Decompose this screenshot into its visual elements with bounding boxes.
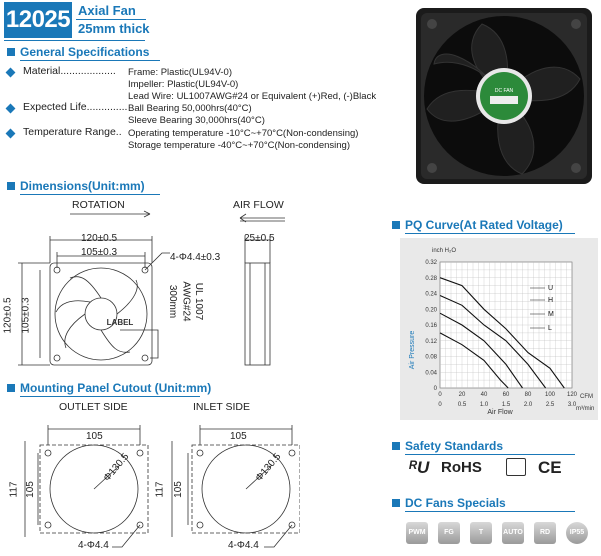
x-axis-label: Air Flow (487, 409, 513, 416)
series-label-M: M (548, 311, 554, 318)
inlet-height-105: 105 (172, 481, 184, 498)
section-marker (392, 442, 400, 450)
x-tick-label: 120 (566, 392, 578, 398)
inlet-width: 105 (230, 431, 247, 442)
x2-tick-label: 2.5 (545, 402, 555, 408)
inlet-diameter: Φ130.5 (253, 451, 284, 484)
airflow-label: AIR FLOW (233, 199, 284, 211)
fan-label-text: LABEL (106, 318, 134, 327)
y-tick-label: 0 (433, 386, 437, 392)
outlet-height-105: 105 (24, 481, 36, 498)
y-tick-label: 0.08 (425, 354, 437, 361)
life-sleeve: Sleeve Bearing 30,000hrs(40°C) (128, 115, 265, 126)
material-impeller: Impeller: Plastic(UL94V-0) (128, 79, 239, 90)
y-axis-unit: inch H₂O (432, 248, 457, 254)
life-ball: Ball Bearing 50,000hrs(40°C) (128, 103, 252, 114)
dim-height-120: 120±0.5 (2, 297, 14, 334)
section-underline (20, 396, 200, 397)
x-tick-label: 100 (544, 392, 556, 398)
x-axis-unit: CFM (580, 394, 593, 400)
material-lead-wire: Lead Wire: UL1007AWG#24 or Equivalent (+)Red, (-)Black (128, 91, 377, 102)
dc-specials-title: DC Fans Specials (405, 496, 506, 510)
section-marker (7, 182, 15, 190)
header-underline (4, 40, 145, 41)
y-axis-label: Air Pressure (409, 330, 416, 370)
bullet-icon (6, 129, 16, 139)
x-tick-label: 20 (458, 392, 466, 398)
section-underline (405, 454, 575, 455)
dimensions-title: Dimensions(Unit:mm) (20, 179, 145, 193)
y-tick-label: 0.20 (425, 307, 437, 314)
product-subtitle: 25mm thick (78, 21, 150, 36)
pwm-icon: PWM (406, 522, 428, 544)
ip55-icon: IP55 (566, 522, 588, 544)
product-title: Axial Fan (78, 3, 136, 18)
series-label-L: L (548, 325, 552, 332)
dim-thickness: 25±0.5 (244, 233, 275, 244)
section-underline (20, 194, 160, 195)
x-tick-label: 60 (502, 392, 510, 398)
x2-tick-label: 0.5 (457, 402, 467, 408)
thermal-icon: T (470, 522, 492, 544)
safety-title: Safety Standards (405, 439, 504, 453)
x-tick-label: 40 (480, 392, 488, 398)
x2-tick-label: 0 (438, 402, 442, 408)
outlet-diameter: Φ130.5 (101, 451, 132, 484)
section-marker (7, 48, 15, 56)
dim-hole: 4-Φ4.4±0.3 (170, 252, 221, 263)
x-tick-label: 80 (524, 392, 532, 398)
x2-tick-label: 3.0 (567, 402, 577, 408)
pq-chart (400, 238, 598, 420)
outlet-holes: 4-Φ4.4 (78, 540, 109, 551)
ce-mark: CE (538, 458, 562, 477)
wire-type: UL 1007 (193, 282, 205, 321)
section-marker (392, 221, 400, 229)
section-marker (7, 384, 15, 392)
inlet-side-label: INLET SIDE (193, 401, 250, 413)
x2-tick-label: 1.0 (479, 402, 489, 408)
header-divider (76, 19, 146, 20)
y-tick-label: 0.16 (425, 323, 437, 329)
ul-logo-icon: ᴿU (408, 458, 430, 477)
outlet-width: 105 (86, 431, 103, 442)
y-tick-label: 0.32 (425, 260, 437, 266)
auto-restart-icon: AUTO (502, 522, 524, 544)
y-tick-label: 0.24 (425, 291, 437, 298)
tuv-logo-icon (506, 458, 526, 476)
cutout-drawing (0, 415, 300, 556)
rohs-mark: RoHS (441, 459, 482, 476)
x2-axis-unit: m³/min (576, 406, 595, 412)
fg-icon: FG (438, 522, 460, 544)
mounting-title: Mounting Panel Cutout (Unit:mm) (20, 381, 212, 395)
temp-label: Temperature Range.. (23, 126, 122, 138)
wire-gauge: AWG#24 (180, 281, 192, 322)
section-underline (20, 60, 160, 61)
series-label-H: H (548, 297, 554, 304)
fan-photo-image (412, 4, 597, 190)
x-tick-label: 0 (438, 392, 442, 398)
y-tick-label: 0.04 (425, 370, 437, 377)
bullet-icon (6, 68, 16, 78)
material-frame: Frame: Plastic(UL94V-0) (128, 67, 233, 78)
bullet-icon (6, 104, 16, 114)
material-label: Material................... (23, 65, 116, 77)
section-underline (405, 511, 575, 512)
pq-chart-panel (400, 238, 598, 420)
dim-width-120: 120±0.5 (81, 233, 118, 244)
series-label-U: U (548, 285, 554, 292)
dim-height-105: 105±0.3 (20, 297, 32, 334)
temp-storage: Storage temperature -40°C~+70°C(Non-condensing) (128, 140, 350, 151)
fan-photo (412, 4, 597, 190)
wire-length: 300mm (167, 284, 179, 319)
general-spec-title: General Specifications (20, 45, 150, 59)
x2-tick-label: 1.5 (501, 402, 511, 408)
inlet-height-117: 117 (154, 481, 166, 498)
pq-title: PQ Curve(At Rated Voltage) (405, 218, 563, 232)
outlet-height-117: 117 (8, 481, 20, 498)
section-marker (392, 499, 400, 507)
svg-text:DC FAN: DC FAN (494, 88, 514, 94)
outlet-side-label: OUTLET SIDE (59, 401, 128, 413)
rd-icon: RD (534, 522, 556, 544)
dim-width-105: 105±0.3 (81, 247, 118, 258)
rotation-label: ROTATION (72, 199, 125, 211)
section-underline (405, 233, 575, 234)
life-label: Expected Life.............. (23, 101, 128, 113)
y-tick-label: 0.12 (425, 338, 437, 345)
temp-operating: Operating temperature -10°C~+70°C(Non-condensing) (128, 128, 359, 139)
x2-tick-label: 2.0 (523, 402, 533, 408)
inlet-holes: 4-Φ4.4 (228, 540, 259, 551)
y-tick-label: 0.28 (425, 275, 437, 282)
model-number-badge: 12025 (4, 2, 72, 38)
